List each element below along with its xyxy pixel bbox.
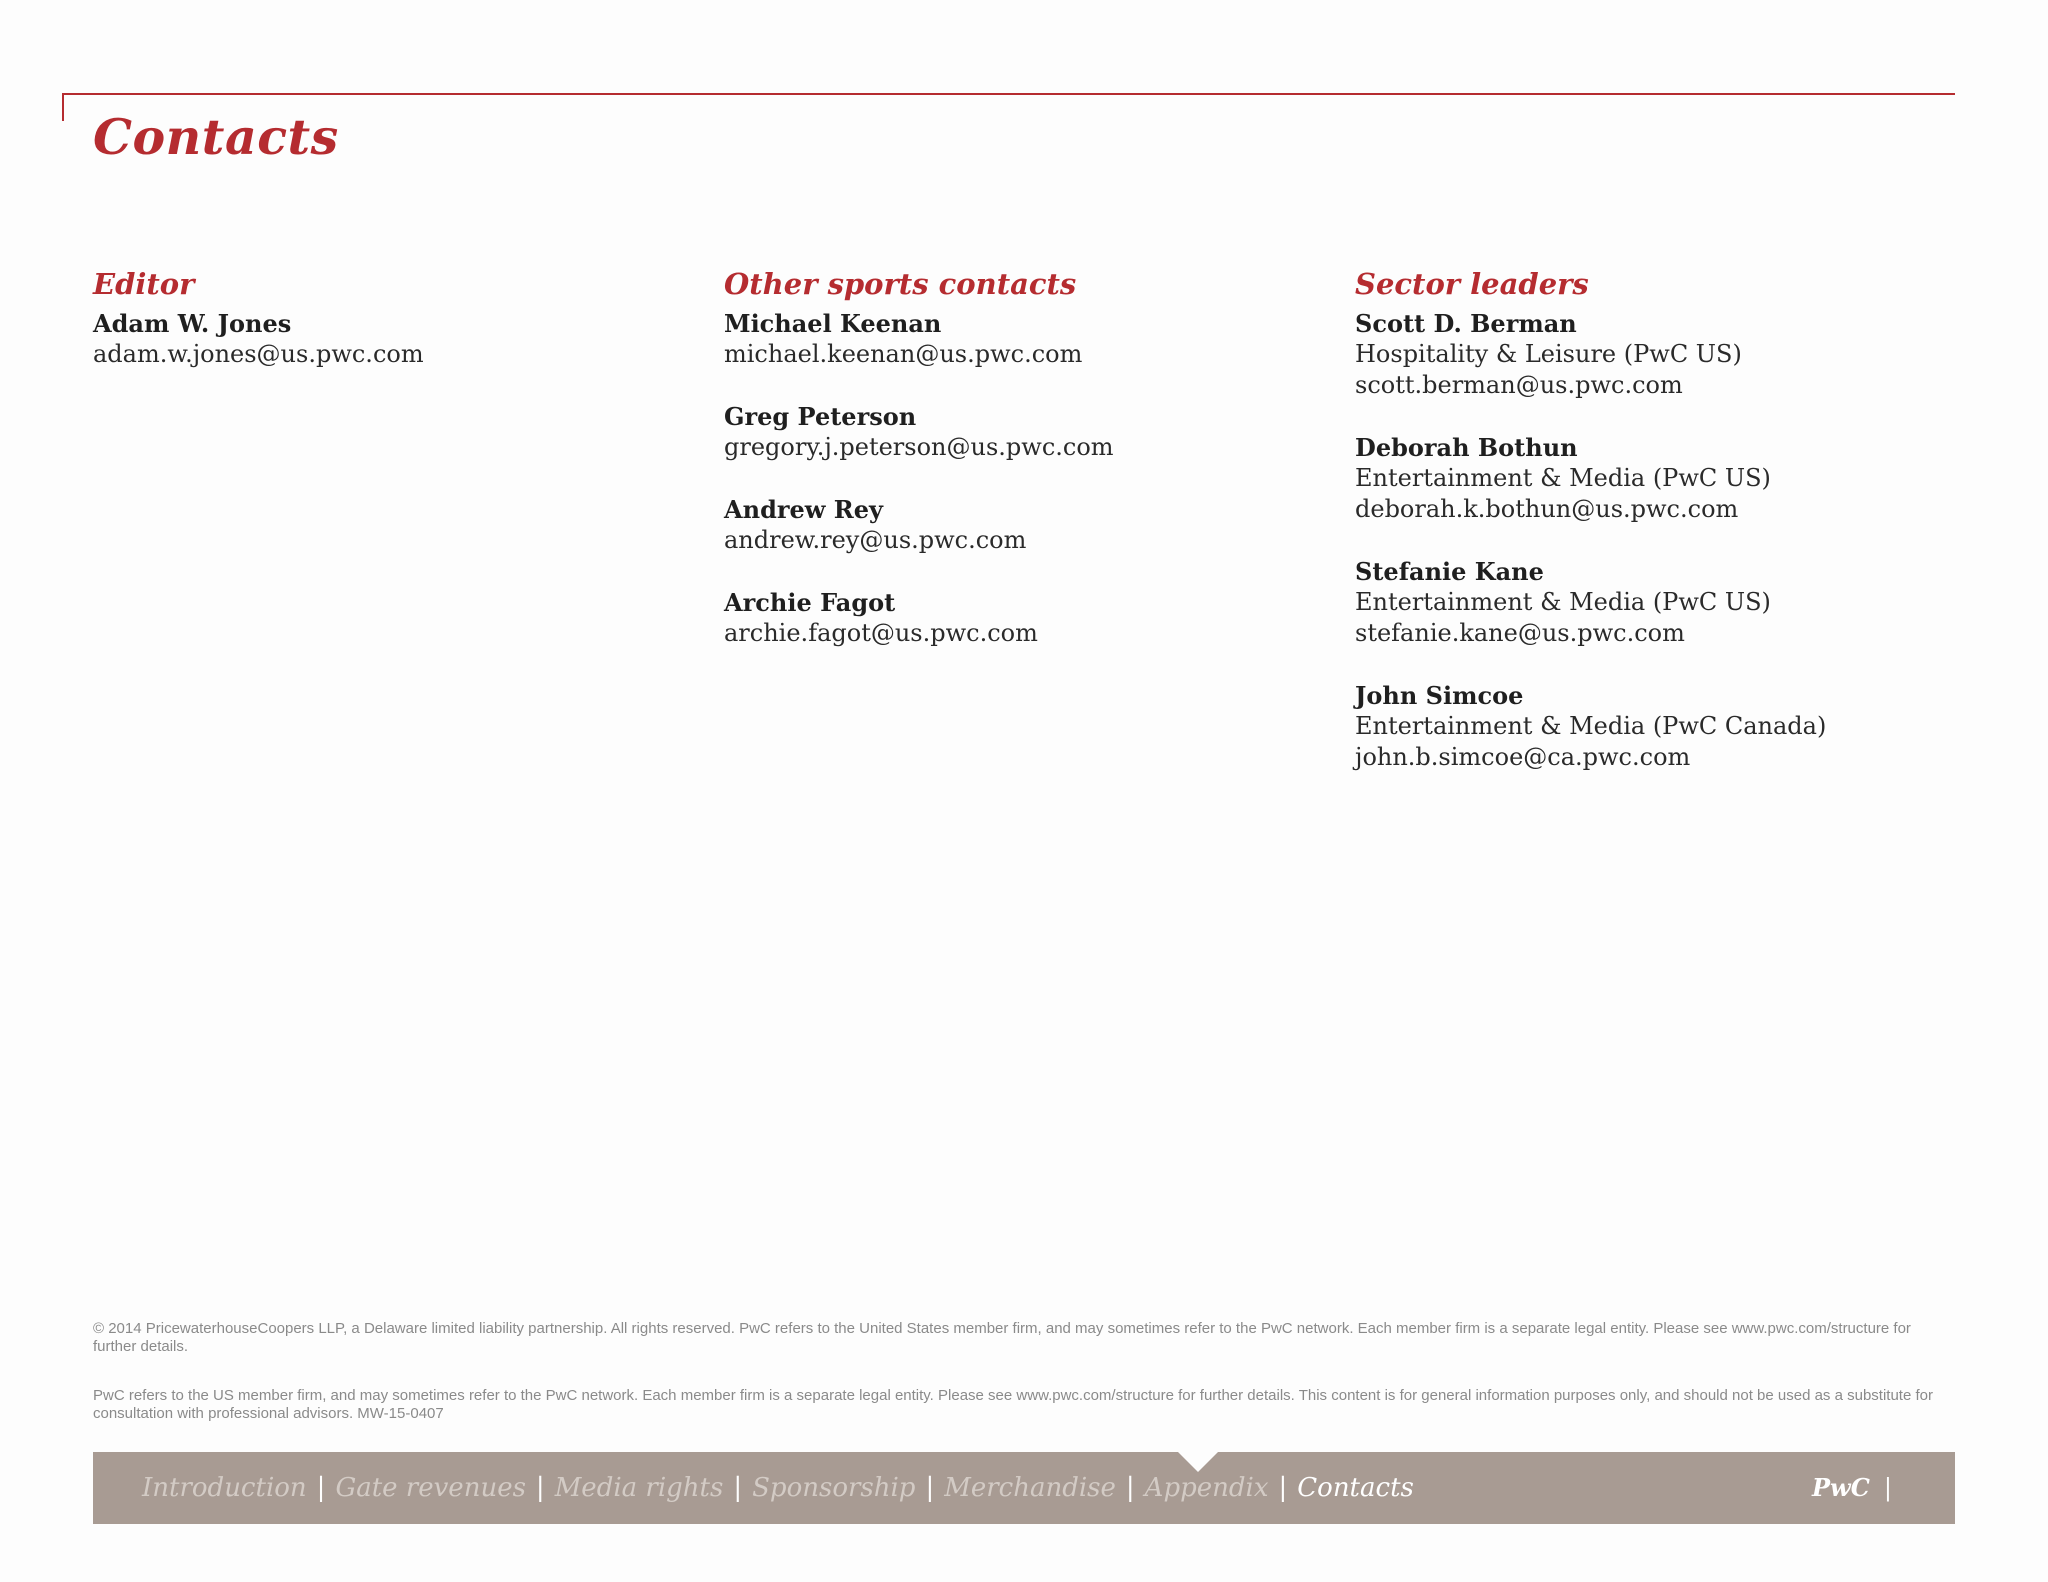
contact-email-link[interactable]: deborah.k.bothun@us.pwc.com	[1355, 495, 1739, 523]
other-sports-heading: Other sports contacts	[724, 267, 1077, 301]
contact-email-link[interactable]: michael.keenan@us.pwc.com	[724, 340, 1083, 368]
contact-card	[724, 308, 1324, 370]
nav-gate-revenues[interactable]: Gate revenues	[335, 1473, 526, 1503]
nav-separator: |	[733, 1473, 743, 1503]
contact-role: Entertainment & Media (PwC US)	[1355, 588, 1771, 616]
contact-card	[724, 401, 1324, 463]
brand-separator: |	[1883, 1474, 1892, 1502]
contact-card	[1355, 432, 1955, 525]
contact-email-link[interactable]: stefanie.kane@us.pwc.com	[1355, 619, 1685, 647]
contact-email-link[interactable]: gregory.j.peterson@us.pwc.com	[724, 433, 1114, 461]
contact-card	[1355, 556, 1955, 649]
contact-role: Entertainment & Media (PwC US)	[1355, 464, 1771, 492]
nav-merchandise[interactable]: Merchandise	[944, 1473, 1116, 1503]
contact-card	[93, 308, 693, 370]
other-sports-column	[724, 264, 1324, 680]
contact-email-link[interactable]: archie.fagot@us.pwc.com	[724, 619, 1038, 647]
page-title: Contacts	[93, 108, 339, 166]
contact-name: Stefanie Kane	[1355, 557, 1544, 586]
contact-name: Scott D. Berman	[1355, 309, 1577, 338]
contact-email-link[interactable]: john.b.simcoe@ca.pwc.com	[1355, 743, 1691, 771]
contact-role: Entertainment & Media (PwC Canada)	[1355, 712, 1827, 740]
header-rule	[62, 93, 1955, 95]
nav-separator: |	[1278, 1473, 1288, 1503]
contact-name: Michael Keenan	[724, 309, 942, 338]
contact-card	[724, 494, 1324, 556]
editor-column	[93, 264, 693, 401]
nav-separator: |	[316, 1473, 326, 1503]
nav-separator: |	[925, 1473, 935, 1503]
brand-label: PwC	[1812, 1473, 1870, 1502]
nav-introduction[interactable]: Introduction	[142, 1473, 307, 1503]
contact-card	[1355, 308, 1955, 401]
contact-card	[1355, 680, 1955, 773]
nav-separator: |	[535, 1473, 545, 1503]
active-section-notch	[1178, 1452, 1218, 1472]
contact-name: Deborah Bothun	[1355, 433, 1578, 462]
sector-leaders-heading: Sector leaders	[1355, 267, 1589, 301]
nav-sponsorship[interactable]: Sponsorship	[752, 1473, 916, 1503]
contact-name: John Simcoe	[1355, 681, 1524, 710]
copyright-notice: © 2014 PricewaterhouseCoopers LLP, a Delaware limited liability partnership. All rights reserved. PwC refers to the United States member firm, and may sometimes refer to the PwC network. Each member firm is a separate legal entity. Please see www.pwc.com/structure for further details.	[93, 1320, 1911, 1355]
nav-separator: |	[1125, 1473, 1135, 1503]
contact-name: Archie Fagot	[724, 588, 896, 617]
sector-leaders-column	[1355, 264, 1955, 804]
nav-media-rights[interactable]: Media rights	[554, 1473, 724, 1503]
contact-name: Andrew Rey	[724, 495, 883, 524]
contact-card	[724, 587, 1324, 649]
nav-appendix[interactable]: Appendix	[1144, 1473, 1269, 1503]
pwc-brand[interactable]	[1812, 1472, 1892, 1504]
contact-email-link[interactable]: andrew.rey@us.pwc.com	[724, 526, 1027, 554]
contact-role: Hospitality & Leisure (PwC US)	[1355, 340, 1742, 368]
contact-name: Greg Peterson	[724, 402, 917, 431]
section-navigation	[142, 1472, 1414, 1504]
contact-email-link[interactable]: adam.w.jones@us.pwc.com	[93, 340, 424, 368]
editor-heading: Editor	[93, 267, 195, 301]
contact-email-link[interactable]: scott.berman@us.pwc.com	[1355, 371, 1683, 399]
disclaimer-notice: PwC refers to the US member firm, and may sometimes refer to the PwC network. Each member firm is a separate legal entity. Please see www.pwc.com/structure for further details. This content is for general information purposes only, and should not be used as a substitute for consultation with professional advisors. MW-15-0407	[93, 1387, 1933, 1422]
nav-contacts[interactable]: Contacts	[1297, 1473, 1414, 1503]
contact-name: Adam W. Jones	[93, 309, 292, 338]
header-rule-tick	[62, 93, 64, 121]
